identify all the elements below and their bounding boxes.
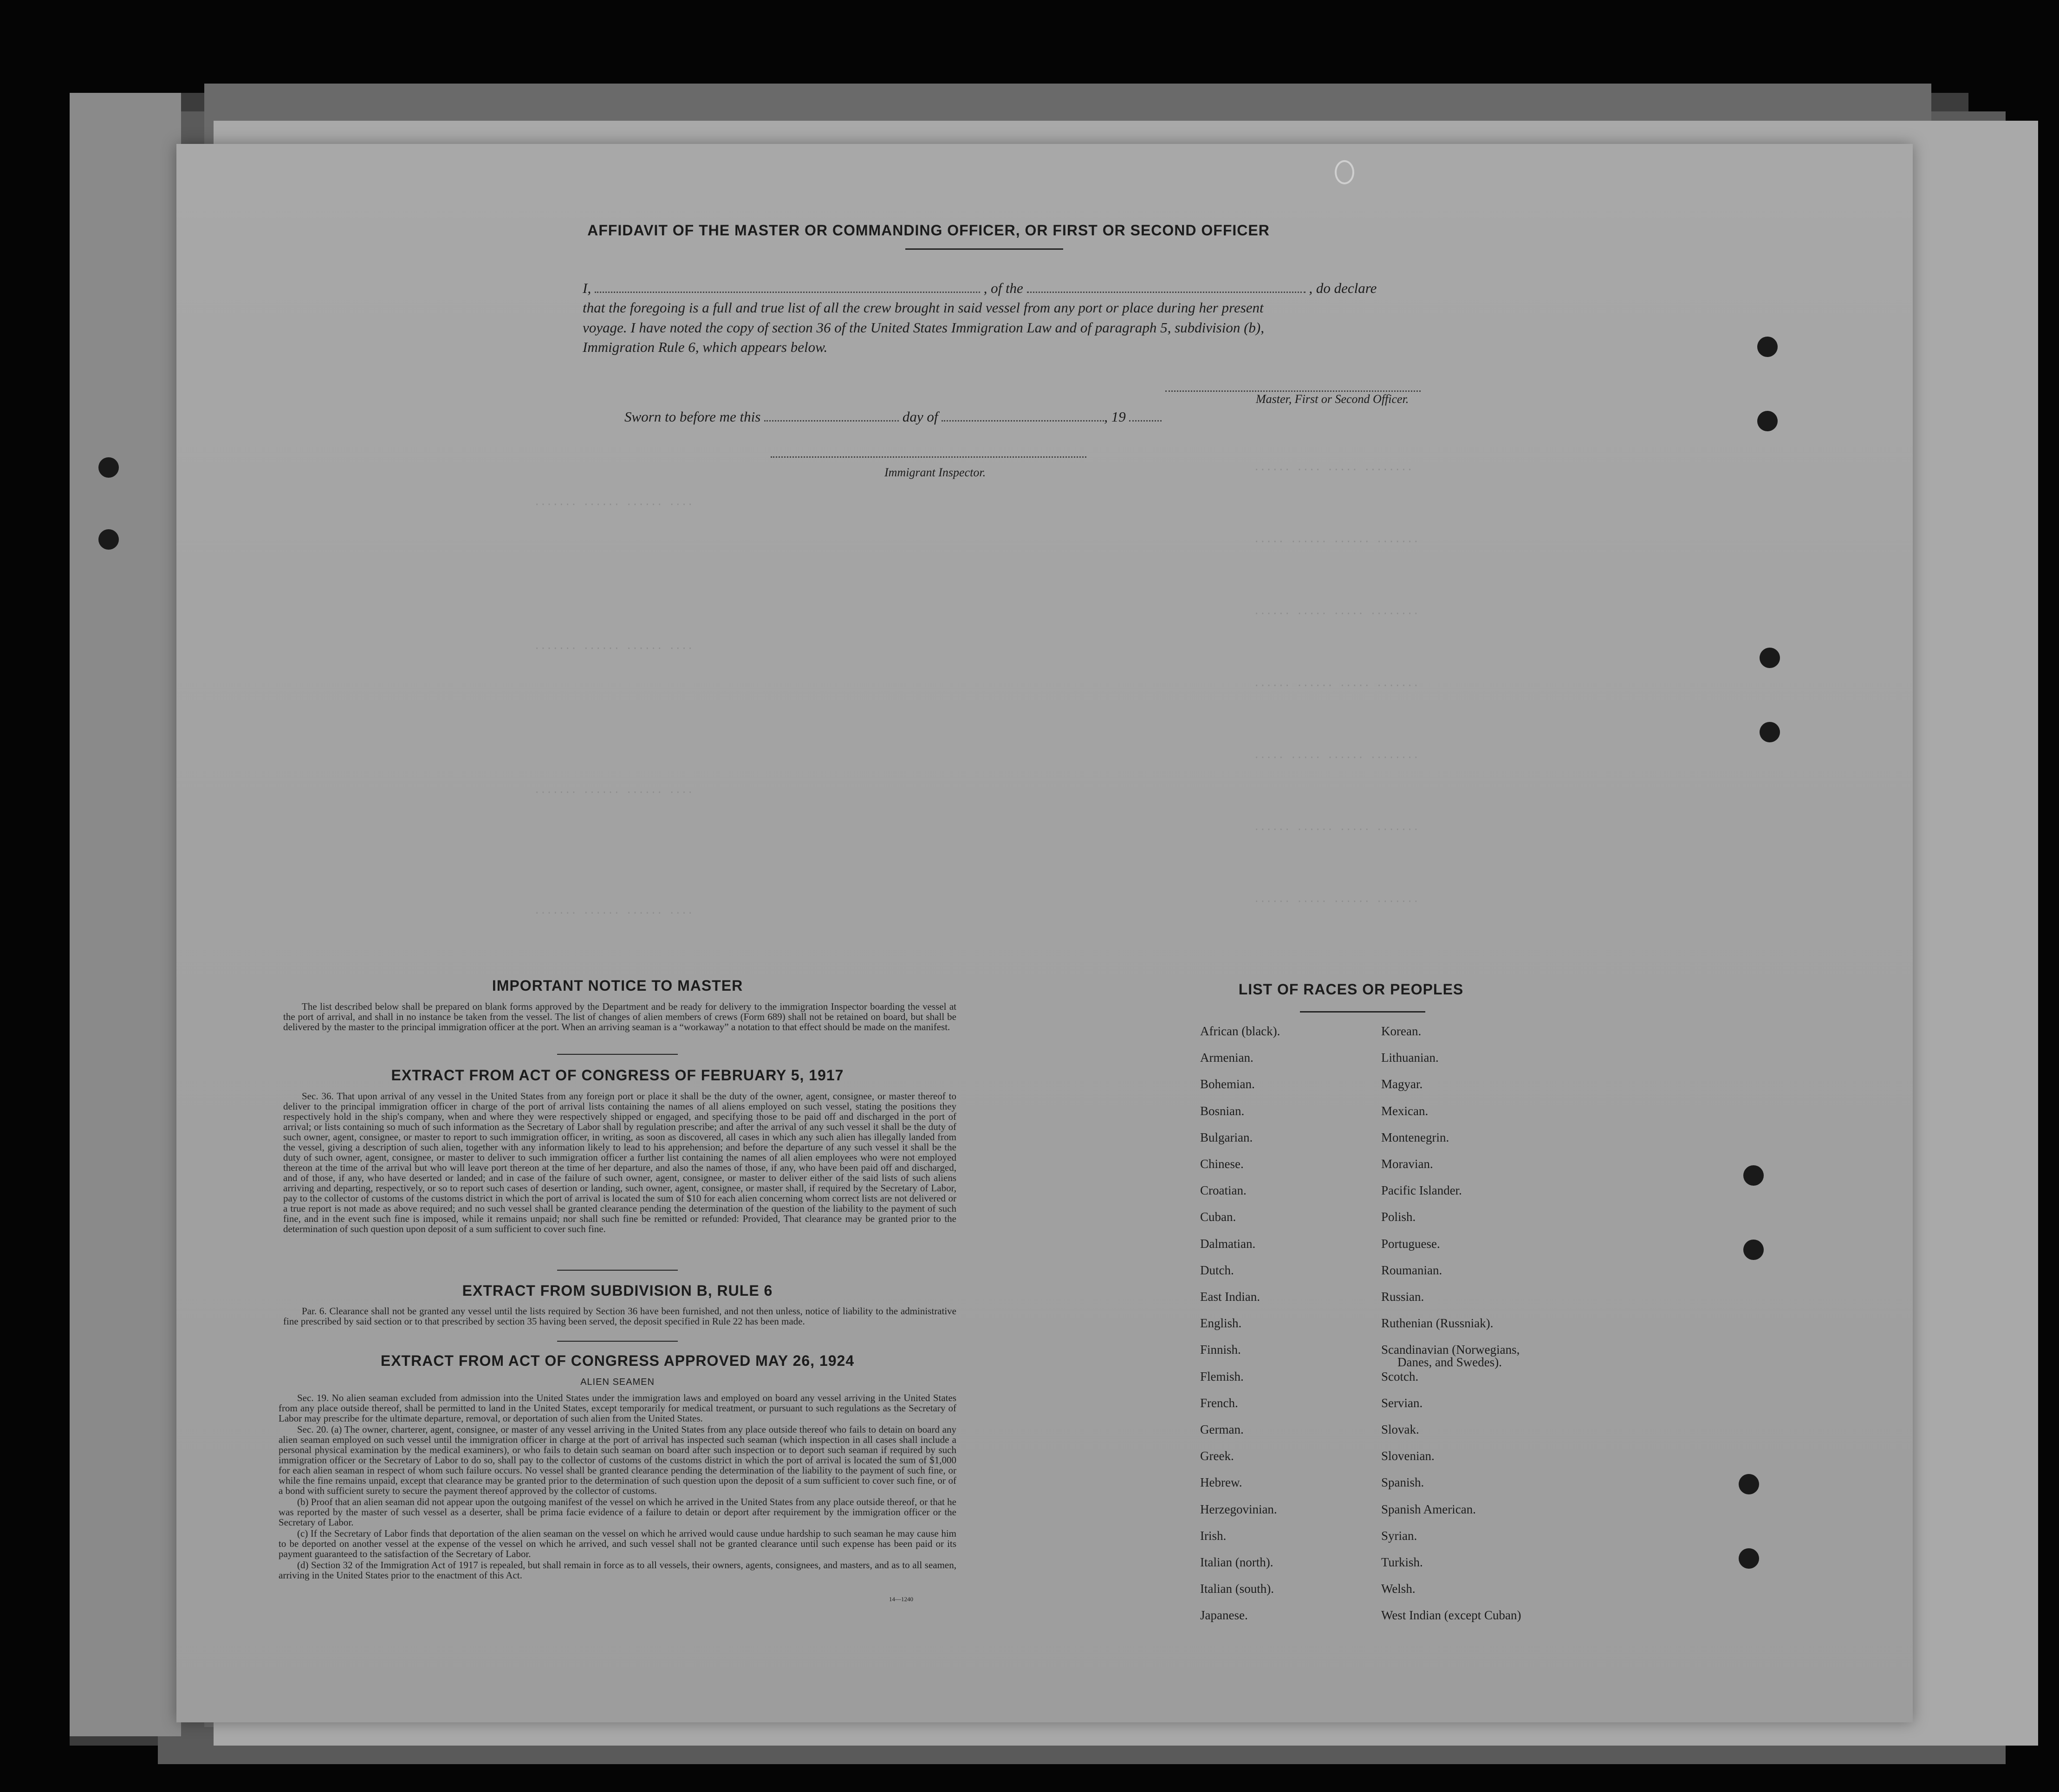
inspector-caption: Immigrant Inspector. [884, 466, 986, 479]
race-item: Portuguese. [1381, 1236, 1440, 1251]
race-item: African (black). [1200, 1024, 1280, 1038]
binder-hole-icon [1739, 1474, 1759, 1494]
race-item: Bosnian. [1200, 1104, 1245, 1118]
affidavit-line-1: I, , of the , do declare [583, 280, 1377, 296]
race-item: Pacific Islander. [1381, 1183, 1462, 1198]
affidavit-line-4: Immigration Rule 6, which appears below. [583, 339, 828, 355]
race-item: Japanese. [1200, 1608, 1248, 1623]
sworn-day-field[interactable] [764, 420, 899, 422]
extract-1917-title: EXTRACT FROM ACT OF CONGRESS OF FEBRUARY 5, 1917 [391, 1067, 844, 1084]
race-item: English. [1200, 1316, 1242, 1331]
divider [557, 1341, 678, 1342]
divider [557, 1270, 678, 1271]
race-item: Italian (south). [1200, 1582, 1274, 1596]
race-item: Slovenian. [1381, 1449, 1435, 1463]
extract-1917-text: Sec. 36. That upon arrival of any vessel in the United States from any foreign port or place it shall be the duty of the owner, agent, consignee, or master thereof to deliver to the principal immigration officer in charge of the port of arrival lists containing the names of all aliens employed on such vessel, stating the positions they respectively hold in the ship's company, when and where they were respectively shipped or engaged, and specifying those to be paid off and discharged in the port of arrival; or lists containing so much of such information as the Secretary of Labor shall by regulation prescribe; and after the arrival of any such vessel it shall be the duty of such owner, agent, consignee, or master to report to such immigration officer, in writing, as soon as discovered, all cases in which any such alien has illegally landed from the vessel, giving a description of such alien, together with any information likely to lead to his apprehension; and before the departure of any such vessel it shall be the duty of such owner, agent, consignee, or master to deliver to such immigration officer a further list containing the names of all alien employees who were not employed thereon at the time of the arrival but who will leave port thereon at the time of her departure, and also the names of those, if any, who have been paid off and discharged, and of those, if any, who have deserted or landed; and in case of the failure of such owner, agent, consignee, or master to deliver either of the said lists of such aliens arriving and departing, respectively, or so to report such cases of desertion or landing, such owner, agent, consignee, or master shall, if required by the Secretary of Labor, pay to the collector of customs of the customs district in which the port of arrival is located the sum of $10 for each alien concerning whom correct lists are not delivered or a true report is not made as above required; and no such vessel shall be granted clearance pending the determination of the question of the liability to the payment of such fine, and in the event such fine is imposed, while it remains unpaid; nor shall such fine be remitted or refunded: Provided, That clearance may be granted prior to the determination of such question upon deposit of a sum sufficient to cover such fine. [283, 1091, 956, 1234]
race-item: East Indian. [1200, 1290, 1260, 1304]
race-item: Roumanian. [1381, 1263, 1442, 1277]
notice-text: The list described below shall be prepared on blank forms approved by the Department and be ready for delivery to the immigration Inspector boarding the vessel at the port of arrival, and shall in no instance be taken from the vessel. The list of changes of alien members of crews (Form 689) shall not be retained on board, but shall be delivered by the master to the principal immigration officer at the port. When an arriving seaman is a “workaway” a notation to that effect should be made on the manifest. [283, 1001, 956, 1032]
race-item: Irish. [1200, 1528, 1227, 1543]
race-item: Magyar. [1381, 1077, 1423, 1091]
race-item: Dalmatian. [1200, 1236, 1256, 1251]
race-item: Greek. [1200, 1449, 1234, 1463]
divider [557, 1054, 678, 1055]
race-item: Dutch. [1200, 1263, 1234, 1277]
binder-hole-icon [1760, 722, 1780, 742]
race-item: Herzegovinian. [1200, 1502, 1277, 1516]
binder-hole-icon [1760, 648, 1780, 668]
inspector-signature-field[interactable] [771, 456, 1086, 458]
race-item: Danes, and Swedes). [1397, 1355, 1502, 1370]
race-item: Russian. [1381, 1290, 1424, 1304]
race-item: Mexican. [1381, 1104, 1429, 1118]
binder-hole-icon [98, 457, 119, 478]
sworn-line: Sworn to before me this day of , 19 [624, 409, 1162, 425]
affidavit-title: AFFIDAVIT OF THE MASTER OR COMMANDING OFFICER, OR FIRST OR SECOND OFFICER [587, 222, 1270, 239]
race-item: Italian (north). [1200, 1555, 1273, 1569]
race-item: Korean. [1381, 1024, 1422, 1038]
race-item: Finnish. [1200, 1343, 1241, 1357]
sworn-year-field[interactable] [1129, 420, 1162, 422]
affidavit-line-3: voyage. I have noted the copy of section 36 of the United States Immigration Law and of paragraph 5, subdivision (b), [583, 319, 1264, 336]
race-item: Ruthenian (Russniak). [1381, 1316, 1494, 1331]
race-item: Servian. [1381, 1396, 1423, 1410]
alien-seamen-subtitle: ALIEN SEAMEN [580, 1377, 655, 1387]
race-item: Cuban. [1200, 1210, 1236, 1224]
races-title: LIST OF RACES OR PEOPLES [1238, 981, 1464, 998]
extract-1924-title: EXTRACT FROM ACT OF CONGRESS APPROVED MAY 26, 1924 [380, 1352, 855, 1369]
notice-title: IMPORTANT NOTICE TO MASTER [492, 977, 743, 994]
race-item: Welsh. [1381, 1582, 1416, 1596]
race-item: Spanish. [1381, 1475, 1424, 1490]
extract-rule6-title: EXTRACT FROM SUBDIVISION B, RULE 6 [462, 1282, 773, 1299]
race-item: Bohemian. [1200, 1077, 1255, 1091]
race-item: Moravian. [1381, 1157, 1433, 1171]
race-item: Armenian. [1200, 1051, 1254, 1065]
divider [1300, 1011, 1425, 1013]
punch-hole-icon [1335, 160, 1354, 184]
vessel-field[interactable] [1027, 291, 1306, 293]
master-caption: Master, First or Second Officer. [1256, 392, 1409, 406]
race-item: Scandinavian (Norwegians, [1381, 1343, 1520, 1357]
binder-hole-icon [98, 529, 119, 550]
binder-hole-icon [1739, 1548, 1759, 1569]
race-item: Syrian. [1381, 1528, 1417, 1543]
binder-hole-icon [1743, 1165, 1764, 1186]
master-signature-field[interactable] [1165, 390, 1421, 392]
extract-1924-text: Sec. 19. No alien seaman excluded from admission into the United States under the immigration laws and employed on board any vessel arriving in the United States from any place outside thereof, shall be permitted to land in the United States, except temporarily for medical treatment, or pursuant to such regulations as the Secretary of Labor may prescribe for the ultimate departure, removal, or deportation of such alien from the United States. Sec. 20. (a) The owner, charterer, agent, consignee, or master of any vessel arriving in the United States from any place outside thereof who fails to detain on board any alien seaman employed on such vessel until the immigration officer in charge at the port of arrival has inspected such seaman (which inspection in all cases shall include a personal physical examination by the medical examiners), or who fails to detain such seaman on board after such inspection or to deport such seaman if required by such immigration officer or the Secretary of Labor to do so, shall pay to the collector of customs of the customs district in which the port of arrival is located the sum of $1,000 for each alien seaman in respect of whom such failure occurs. No vessel shall be granted clearance pending the determination of the liability to the payment of such fine, or while the fine remains unpaid, except that clearance may be granted prior to the determination of such question upon the deposit of a sum sufficient to cover such fine, or of a bond with sufficient surety to secure the payment thereof approved by the collector of customs. (b) Proof that an alien seaman did not appear upon the outgoing manifest of the vessel on which he arrived in the United States from any place outside thereof, or that he was reported by the master of such vessel as a deserter, shall be prima facie evidence of a failure to detain or deport after requirement by the immigration officer or the Secretary of Labor. (c) If the Secretary of Labor finds that deportation of the alien seaman on the vessel on which he arrived would cause undue hardship to such seaman he may cause him to be deported on another vessel at the expense of the vessel on which he arrived, and such vessel shall not be granted clearance until such expense has been paid or its payment guaranteed to the satisfaction of the Secretary of Labor. (d) Section 32 of the Immigration Act of 1917 is repealed, but shall remain in force as to all vessels, their owners, agents, consignees, and masters, and as to all seamen, arriving in the United States prior to the enactment of this Act. [279, 1392, 956, 1581]
race-item: Montenegrin. [1381, 1130, 1449, 1144]
binder-hole-icon [1743, 1240, 1764, 1260]
affidavit-line-2: that the foregoing is a full and true list of all the crew brought in said vessel from any port or place during her present [583, 299, 1264, 316]
race-item: Croatian. [1200, 1183, 1247, 1198]
race-item: West Indian (except Cuban) [1381, 1608, 1521, 1623]
name-field[interactable] [595, 291, 980, 293]
left-page-edge [70, 93, 181, 1736]
race-item: Flemish. [1200, 1369, 1244, 1383]
sworn-month-field[interactable] [942, 420, 1104, 422]
divider [905, 248, 1063, 250]
race-item: Slovak. [1381, 1422, 1419, 1436]
race-item: Chinese. [1200, 1157, 1244, 1171]
race-item: Turkish. [1381, 1555, 1423, 1569]
race-item: Polish. [1381, 1210, 1416, 1224]
race-item: Spanish American. [1381, 1502, 1476, 1516]
race-item: Hebrew. [1200, 1475, 1242, 1490]
race-item: Bulgarian. [1200, 1130, 1253, 1144]
form-number: 14—1240 [889, 1596, 913, 1603]
binder-hole-icon [1757, 337, 1778, 357]
race-item: French. [1200, 1396, 1238, 1410]
extract-rule6-text: Par. 6. Clearance shall not be granted any vessel until the lists required by Section 36 have been furnished, and not then unless, notice of liability to the administrative fine prescribed by said section or to that prescribed by section 35 having been served, the deposit specified in Rule 22 has been made. [283, 1305, 956, 1327]
race-item: Scotch. [1381, 1369, 1419, 1383]
race-item: German. [1200, 1422, 1244, 1436]
binder-hole-icon [1757, 411, 1778, 431]
race-item: Lithuanian. [1381, 1051, 1439, 1065]
